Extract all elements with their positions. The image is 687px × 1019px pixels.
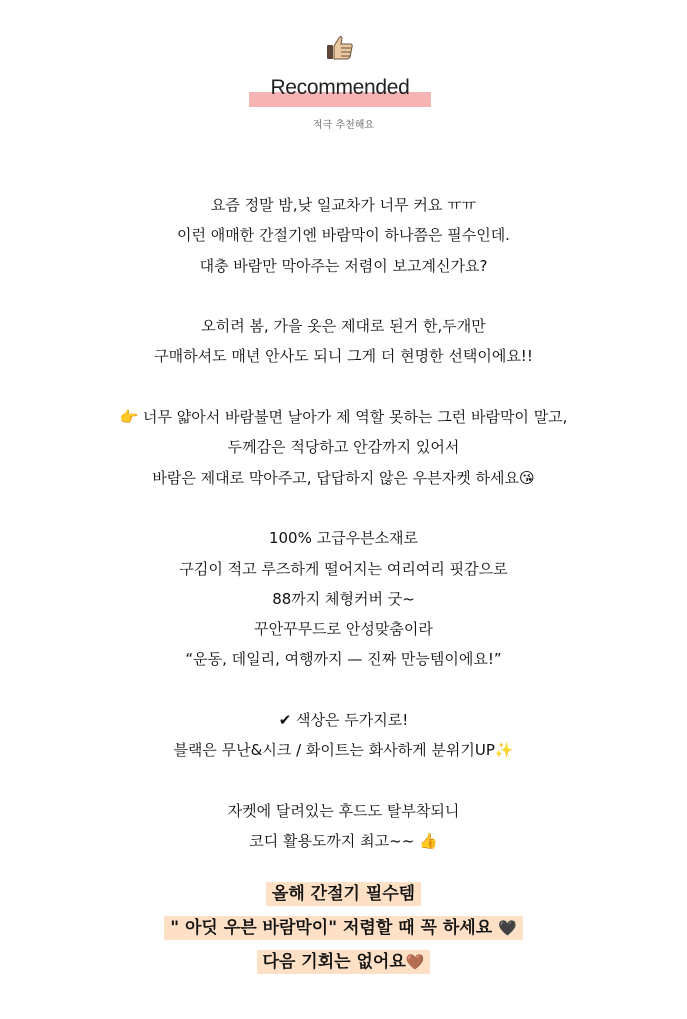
highlight-line: 다음 기회는 없어요🤎 bbox=[0, 945, 687, 979]
sparkles-icon: ✨ bbox=[494, 741, 514, 760]
kiss-face-icon: 😘 bbox=[519, 468, 535, 487]
thumbs-up-small-icon: 👍 bbox=[419, 832, 438, 851]
recommended-title: Recommended bbox=[270, 76, 410, 99]
text-line: “운동, 데일리, 여행까지 — 진짜 만능템이에요!” bbox=[185, 650, 502, 669]
text-line: 요즘 정말 밤,낮 일교차가 너무 커요 ㅠㅠ bbox=[210, 196, 477, 214]
text-line: 대충 바람만 막아주는 저렴이 보고계신가요? bbox=[199, 256, 488, 275]
highlight-line: " 아딧 우븐 바람막이" 저렴할 때 꼭 하세요 🖤 bbox=[0, 911, 687, 945]
text-line: 88까지 체형커버 굿~ bbox=[272, 589, 415, 608]
text-line: 바람은 제대로 막아주고, 답답하지 않은 우븐자켓 하세요😘 bbox=[152, 468, 535, 487]
recommended-header bbox=[0, 0, 687, 140]
text-line: 구매하셔도 매년 안사도 되니 그게 더 현명한 선택이에요!! bbox=[154, 347, 533, 366]
brown-heart-icon: 🤎 bbox=[405, 952, 425, 971]
text-line: 오히려 봄, 가을 옷은 제대로 된거 한,두개만 bbox=[201, 317, 486, 336]
text-line: 두께감은 적당하고 안감까지 있어서 bbox=[227, 438, 460, 457]
product-description bbox=[0, 190, 687, 979]
highlight-line: 올해 간절기 필수템 bbox=[0, 877, 687, 911]
text-line: 이런 애매한 간절기엔 바람막이 하나쯤은 필수인데. bbox=[177, 226, 510, 245]
text-line: 코디 활용도까지 최고~~ 👍 bbox=[249, 832, 438, 851]
thumbs-up-icon bbox=[326, 33, 354, 61]
pointing-hand-icon: 👉 bbox=[119, 408, 139, 427]
text-line: 👉 너무 얇아서 바람불면 날아가 제 역할 못하는 그런 바람막이 말고, bbox=[119, 408, 568, 427]
text-line: 자켓에 달려있는 후드도 탈부착되니 bbox=[227, 801, 460, 820]
recommended-subtitle: 적극 추천해요 bbox=[312, 120, 375, 131]
text-line: 100% 고급우븐소재로 bbox=[268, 529, 419, 548]
text-line: 꾸안꾸무드로 안성맞춤이라 bbox=[254, 620, 433, 639]
text-line: 구김이 적고 루즈하게 떨어지는 여리여리 핏감으로 bbox=[179, 559, 508, 578]
text-line: 블랙은 무난&시크 / 화이트는 화사하게 분위기UP✨ bbox=[173, 741, 514, 760]
black-heart-icon: 🖤 bbox=[498, 918, 517, 937]
text-line: ✔ 색상은 두가지로! bbox=[278, 711, 409, 730]
